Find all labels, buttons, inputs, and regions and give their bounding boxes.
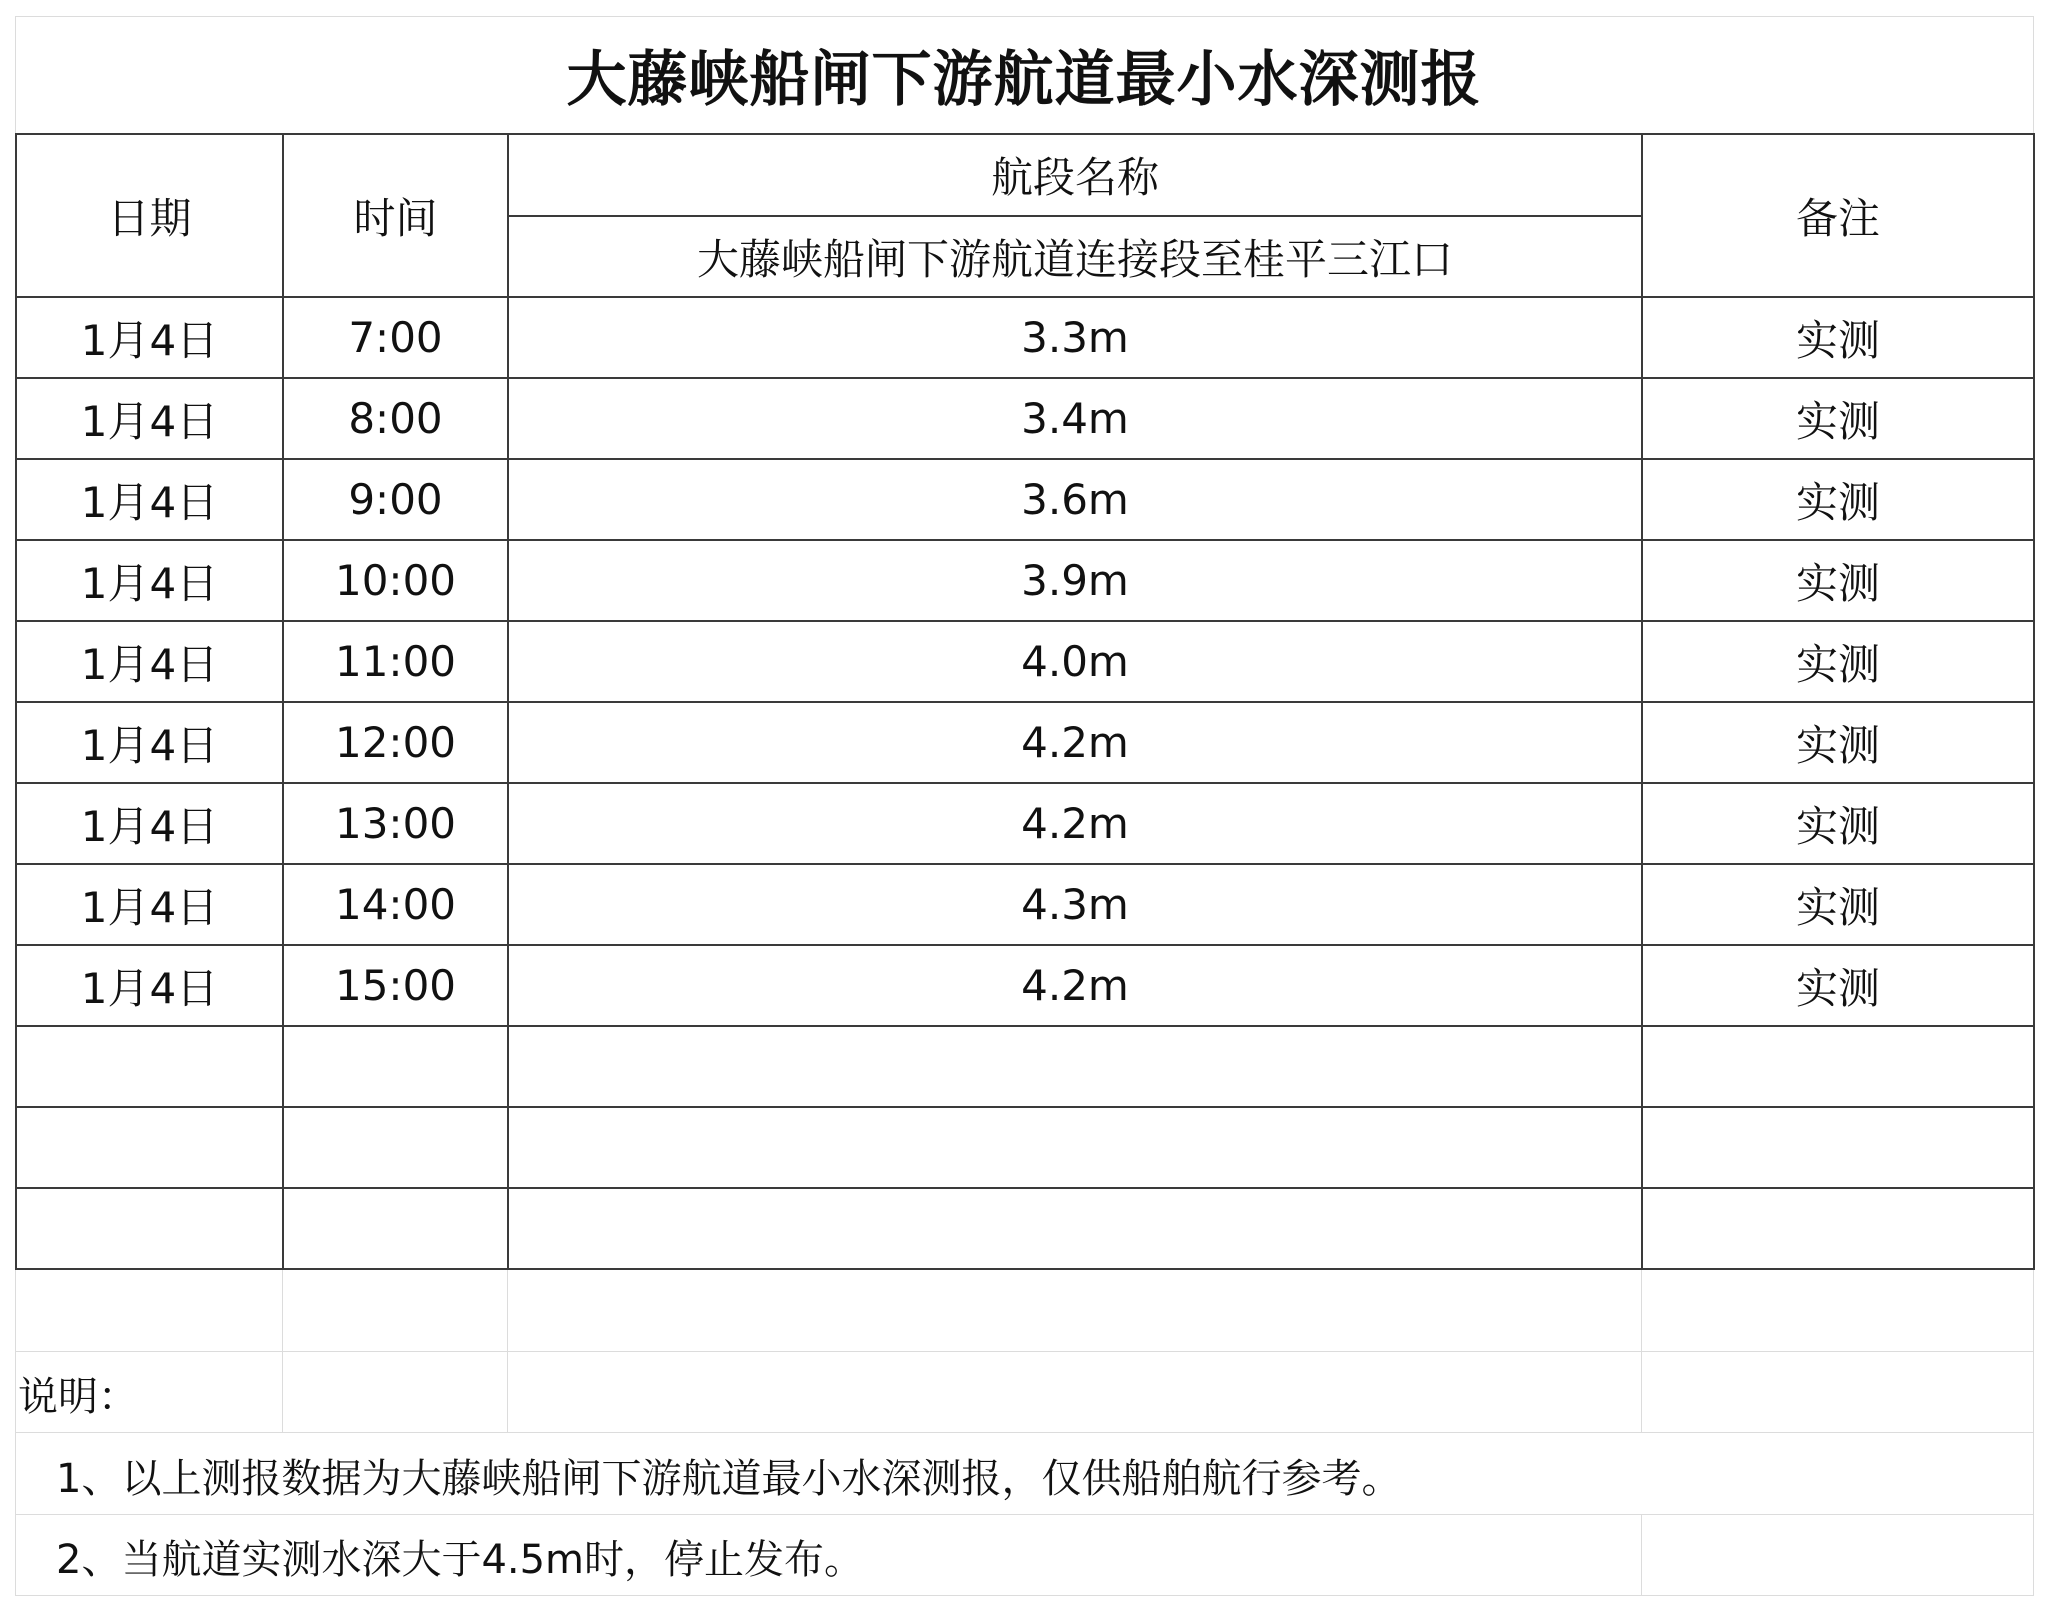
cell-remark: 实测 [1642, 378, 2034, 459]
cell-depth: 4.2m [508, 783, 1642, 864]
header-remark: 备注 [1642, 134, 2034, 297]
table-row [16, 540, 2034, 621]
cell-date: 1月4日 [16, 540, 283, 621]
cell-remark: 实测 [1642, 945, 2034, 1026]
table-row-empty [16, 1026, 2034, 1107]
cell-remark: 实测 [1642, 621, 2034, 702]
cell-date: 1月4日 [16, 378, 283, 459]
cell-date [16, 1188, 283, 1269]
notes-heading: 说明： [18, 1374, 138, 1420]
header-row [16, 134, 2034, 216]
cell-remark: 实测 [1642, 459, 2034, 540]
cell-date: 1月4日 [16, 702, 283, 783]
cell-remark: 实测 [1642, 702, 2034, 783]
cell-date: 1月4日 [16, 783, 283, 864]
cell-time [283, 1026, 508, 1107]
table-row [16, 378, 2034, 459]
cell-depth [508, 1188, 1642, 1269]
cell-depth: 4.2m [508, 945, 1642, 1026]
table-row [16, 297, 2034, 378]
cell-time: 8:00 [283, 378, 508, 459]
cell-time: 9:00 [283, 459, 508, 540]
header-time: 时间 [283, 134, 508, 297]
cell-depth: 3.9m [508, 540, 1642, 621]
cell-time: 13:00 [283, 783, 508, 864]
header-date: 日期 [16, 134, 283, 297]
cell-date: 1月4日 [16, 621, 283, 702]
report-title: 大藤峡船闸下游航道最小水深测报 [566, 44, 1482, 115]
table-row [16, 702, 2034, 783]
cell-remark [1642, 1107, 2034, 1188]
cell-depth: 3.3m [508, 297, 1642, 378]
cell-depth: 3.4m [508, 378, 1642, 459]
cell-depth: 4.0m [508, 621, 1642, 702]
cell-time: 11:00 [283, 621, 508, 702]
cell-depth: 4.3m [508, 864, 1642, 945]
table-row-empty [16, 1188, 2034, 1269]
cell-remark: 实测 [1642, 540, 2034, 621]
cell-date [16, 1107, 283, 1188]
cell-time: 7:00 [283, 297, 508, 378]
table-row [16, 864, 2034, 945]
cell-date: 1月4日 [16, 297, 283, 378]
cell-time [283, 1107, 508, 1188]
cell-date: 1月4日 [16, 864, 283, 945]
cell-depth: 3.6m [508, 459, 1642, 540]
cell-time [283, 1188, 508, 1269]
table-row [16, 783, 2034, 864]
header-section-name: 大藤峡船闸下游航道连接段至桂平三江口 [508, 216, 1642, 297]
header-section-group: 航段名称 [508, 134, 1642, 216]
table-row [16, 621, 2034, 702]
note-item-2: 2、当航道实测水深大于4.5m时，停止发布。 [56, 1537, 865, 1583]
cell-time: 14:00 [283, 864, 508, 945]
cell-date: 1月4日 [16, 459, 283, 540]
cell-time: 15:00 [283, 945, 508, 1026]
cell-depth [508, 1107, 1642, 1188]
cell-remark: 实测 [1642, 297, 2034, 378]
cell-remark [1642, 1188, 2034, 1269]
depth-report-table [15, 133, 2035, 1270]
table-row [16, 945, 2034, 1026]
cell-remark [1642, 1026, 2034, 1107]
cell-remark: 实测 [1642, 864, 2034, 945]
cell-remark: 实测 [1642, 783, 2034, 864]
note-item-1: 1、以上测报数据为大藤峡船闸下游航道最小水深测报，仅供船舶航行参考。 [56, 1456, 1402, 1502]
cell-depth [508, 1026, 1642, 1107]
cell-depth: 4.2m [508, 702, 1642, 783]
cell-time: 12:00 [283, 702, 508, 783]
cell-date: 1月4日 [16, 945, 283, 1026]
table-row [16, 459, 2034, 540]
cell-time: 10:00 [283, 540, 508, 621]
table-row-empty [16, 1107, 2034, 1188]
cell-date [16, 1026, 283, 1107]
